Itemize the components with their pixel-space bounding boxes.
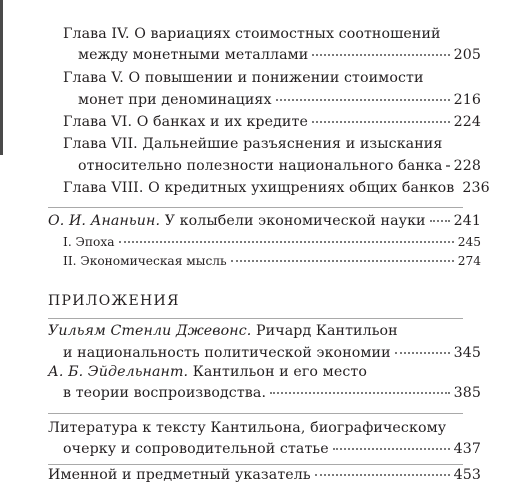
index-entry[interactable]	[48, 467, 481, 483]
dot-leader	[276, 98, 450, 101]
dot-leader	[119, 240, 454, 243]
jevons-page: 345	[453, 345, 481, 361]
eidel-page: 385	[453, 385, 481, 401]
chapter-4-page: 205	[453, 47, 481, 63]
anan-sub-1-label: I. Эпоха	[63, 235, 115, 249]
anan-title: У колыбели экономической науки	[164, 213, 426, 229]
chapter-6-entry[interactable]	[63, 114, 481, 130]
section-divider	[48, 207, 463, 208]
chapter-5-entry[interactable]	[78, 92, 481, 108]
literature-divider	[48, 413, 463, 414]
appendix-heading: ПРИЛОЖЕНИЯ	[48, 293, 180, 309]
chapter-6-title: Глава VI. О банках и их кредите	[63, 114, 308, 130]
anan-entry[interactable]	[48, 213, 481, 229]
index-divider	[48, 464, 463, 465]
dot-leader	[333, 447, 450, 450]
chapter-7-continuation: относительно полезности национального банка	[78, 158, 443, 174]
jevons-heading	[48, 323, 398, 339]
dot-leader	[395, 351, 450, 354]
chapter-4-title: Глава IV. О вариациях стоимостных соотношений	[63, 26, 441, 42]
index-label: Именной и предметный указатель	[48, 467, 311, 483]
appendix-divider	[48, 318, 463, 319]
literature-entry[interactable]	[63, 441, 481, 457]
anan-sub-2-entry[interactable]	[63, 254, 481, 268]
chapter-8-entry[interactable]	[63, 180, 490, 196]
dot-leader	[446, 164, 449, 167]
chapter-5-page: 216	[453, 92, 481, 108]
chapter-7-title: Глава VII. Дальнейшие разъяснения и изыскания	[63, 136, 443, 152]
anan-sub-2-page: 274	[457, 254, 481, 268]
chapter-7-page: 228	[453, 158, 481, 174]
jevons-entry[interactable]	[63, 345, 481, 361]
eidel-heading	[48, 364, 367, 380]
literature-line1: Литература к тексту Кантильона, биографическому	[48, 420, 447, 436]
eidel-entry[interactable]	[63, 385, 481, 401]
jevons-author: Уильям Стенли Джевонс.	[48, 323, 252, 339]
anan-sub-2-label: II. Экономическая мысль	[63, 254, 227, 268]
chapter-7-entry[interactable]	[78, 158, 481, 174]
eidel-line1: Кантильон и его место	[192, 364, 367, 380]
anan-author: О. И. Ананьин.	[48, 213, 161, 229]
jevons-line2: и национальность политической экономии	[63, 345, 391, 361]
page-edge-shadow	[0, 0, 3, 155]
chapter-5-title: Глава V. О повышении и понижении стоимости	[63, 70, 424, 86]
dot-leader	[312, 120, 450, 123]
index-page: 453	[453, 467, 481, 483]
eidel-line2: в теории воспроизводства.	[63, 385, 267, 401]
chapter-4-entry[interactable]	[78, 47, 481, 63]
literature-page: 437	[453, 441, 481, 457]
dot-leader	[312, 53, 449, 56]
anan-page: 241	[453, 213, 481, 229]
jevons-line1: Ричард Кантильон	[256, 323, 398, 339]
chapter-6-page: 224	[453, 114, 481, 130]
anan-sub-1-entry[interactable]	[63, 235, 481, 249]
anan-sub-1-page: 245	[457, 235, 481, 249]
dot-leader	[430, 219, 450, 222]
literature-line2: очерку и сопроводительной статье	[63, 441, 329, 457]
chapter-8-title: Глава VIII. О кредитных ухищрениях общих банков	[63, 180, 455, 196]
chapter-5-continuation: монет при деноминациях	[78, 92, 272, 108]
dot-leader	[270, 391, 450, 394]
eidel-author: А. Б. Эйдельнант.	[48, 364, 189, 380]
chapter-8-page: 236	[462, 180, 490, 196]
dot-leader	[231, 259, 454, 262]
chapter-4-continuation: между монетными металлами	[78, 47, 309, 63]
dot-leader	[315, 473, 450, 476]
